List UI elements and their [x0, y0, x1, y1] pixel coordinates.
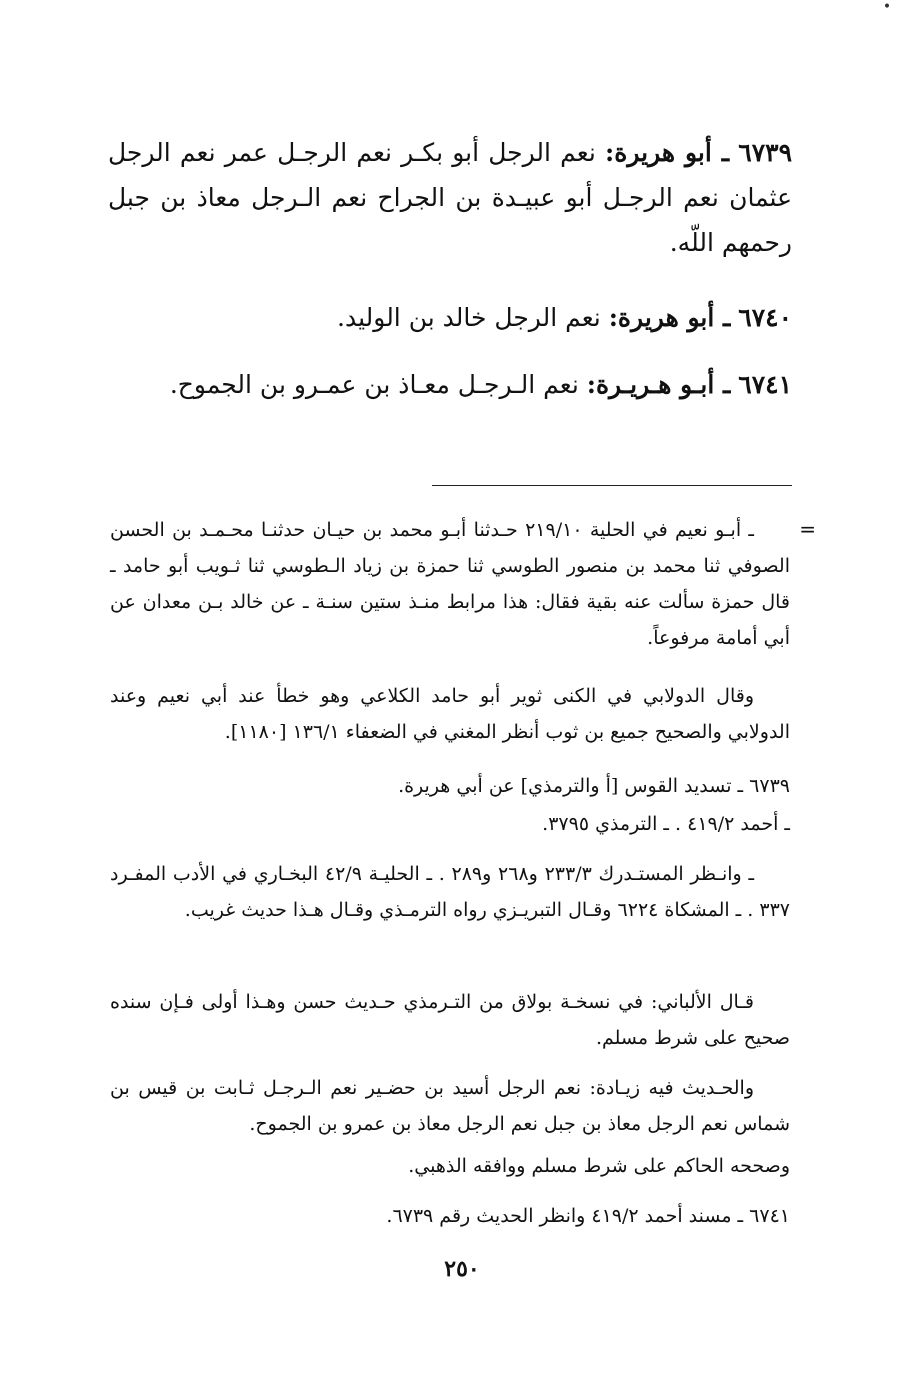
- footnote-ahmad-tirmidhi: ـ أحمد ٤١٩/٢ . ـ الترمذي ٣٧٩٥.: [542, 813, 790, 835]
- footnote-ref-6741: ٦٧٤١ ـ مسند أحمد ٤١٩/٢ وانظر الحديث رقم ٦٧٣٩.: [386, 1205, 790, 1227]
- page-number: ٢٥٠: [444, 1256, 480, 1282]
- hadith-6740: ٦٧٤٠ ـ أبو هريرة: نعم الرجل خالد بن الوليد.: [337, 303, 792, 332]
- continuation-mark: =: [799, 517, 816, 541]
- footnote-hakim: وصححه الحاكم على شرط مسلم ووافقه الذهبي.: [408, 1155, 790, 1177]
- footnote-ref-6739: ٦٧٣٩ ـ تسديد القوس [أ والترمذي] عن أبي هريرة.: [398, 775, 790, 797]
- hadith-number: ٦٧٤١: [738, 370, 792, 399]
- footnote-abu-nuaym: ـ أبـو نعيم في الحلية ٢١٩/١٠ حـدثنا أبـو محمد بن حيـان حدثنـا محـمـد بن الحسن الصوفي ثنا محمد بن منصور الطوسي ثنا حمزة بن زياد الـطوسي ثنا ثـويب أبو حامد ـ قال حمزة سألت عنه بقية فقال: هذا مرابط منـذ ستين سنـة ـ عن خالد بـن معدان عن أبي أمامة مرفوعاً.: [110, 519, 790, 649]
- footnote-separator: [432, 485, 792, 486]
- hadith-text: نعم الرجل خالد بن الوليد.: [337, 303, 601, 332]
- footnote-dulabi: وقال الدولابي في الكنى ثوير أبو حامد الكلاعي وهو خطأ عند أبي نعيم وعند الدولابي والصحيح جميع بن ثوب أنظر المغني في الضعفاء ١٣٦/١ [١١٨٠].: [110, 685, 790, 743]
- footnote-albani: قـال الألباني: في نسخـة بولاق من التـرمذي حـديث حسن وهـذا أولى فـإن سنده صحيح على شرط مسلم.: [110, 991, 790, 1049]
- footnote-mustadrak: ـ وانـظر المستـدرك ٢٣٣/٣ و٢٦٨ و٢٨٩ . ـ الحليـة ٤٢/٩ البخـاري في الأدب المفـرد ٣٣٧ . ـ المشكاة ٦٢٢٤ وقـال التبريـزي رواه الترمـذي وقـال هـذا حديث غريب.: [110, 863, 790, 921]
- hadith-number: ٦٧٣٩: [738, 138, 792, 167]
- hadith-6741: ٦٧٤١ ـ أبـو هـريـرة: نعم الـرجـل معـاذ بن عمـرو بن الجموح.: [169, 370, 792, 399]
- hadith-text: نعم الـرجـل معـاذ بن عمـرو بن الجموح.: [169, 370, 579, 399]
- hadith-narrator: أبـو هـريـرة:: [586, 370, 715, 399]
- hadith-text: نعم الرجل أبو بكـر نعم الرجـل عمر نعم الرجل عثمان نعم الرجـل أبو عبيـدة بن الجراح نعم الـرجل معاذ بن جبل رحمهم اللّه.: [108, 138, 792, 257]
- hadith-narrator: أبو هريرة:: [608, 303, 715, 332]
- hadith-number: ٦٧٤٠: [738, 303, 792, 332]
- footnote-ziyada: والحـديث فيه زيـادة: نعم الرجل أسيد بن حضـير نعم الـرجـل ثـابت بن قيس بن شماس نعم الرجل معاذ بن جبل نعم الرجل معاذ بن عمرو بن الجموح.: [110, 1077, 790, 1135]
- corner-mark: •: [882, 0, 892, 15]
- hadith-narrator: أبو هريرة:: [605, 138, 712, 167]
- hadith-6739: ٦٧٣٩ ـ أبو هريرة: نعم الرجل أبو بكـر نعم الرجـل عمر نعم الرجل عثمان نعم الرجـل أبو عبيـدة بن الجراح نعم الـرجل معاذ بن جبل رحمهم اللّه.: [108, 138, 792, 257]
